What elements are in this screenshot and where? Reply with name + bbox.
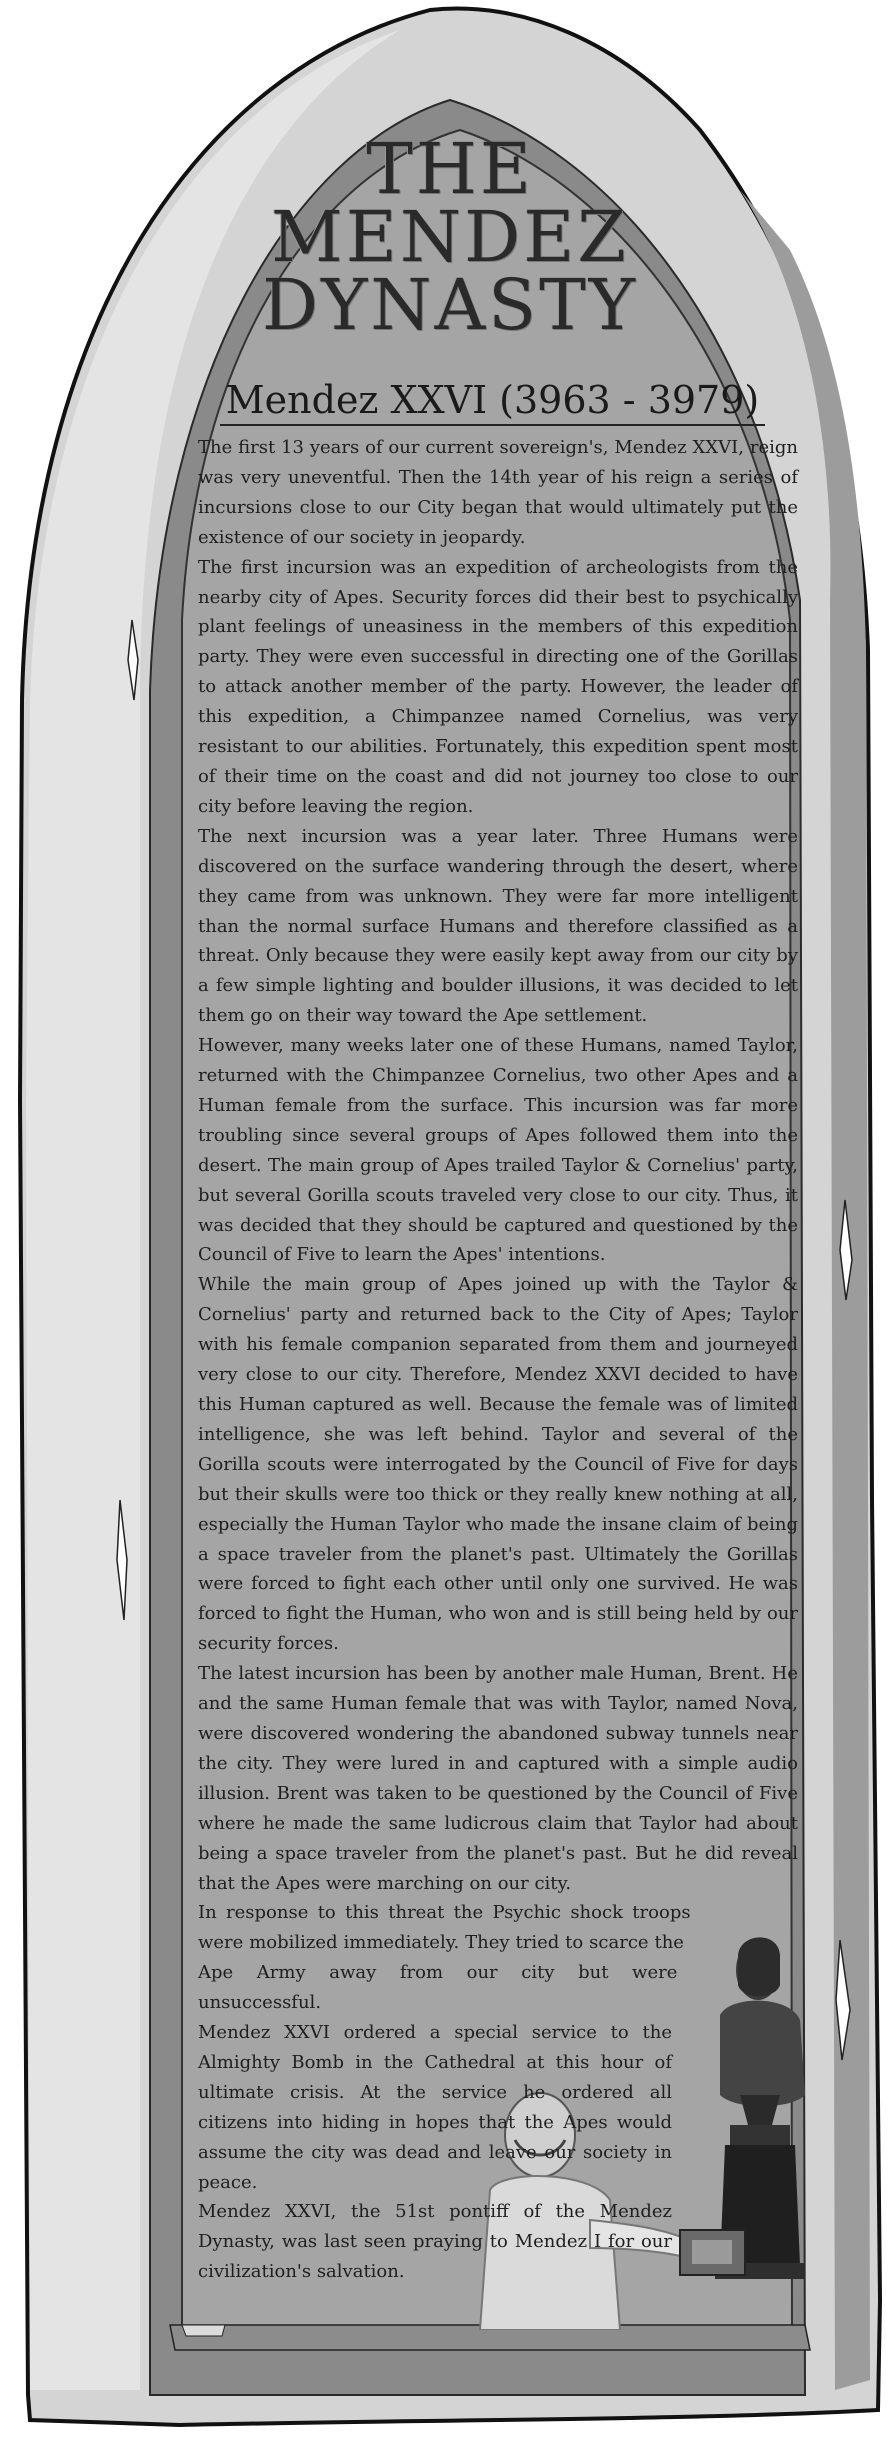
paragraph-9: Mendez XXVI, the 51st pontiff of the Mendez Dynasty, was last seen praying to Mendez I for our civilization's salvation. [198, 2201, 672, 2283]
paragraph-5: While the main group of Apes joined up with the Taylor & Cornelius' party and returned back to the City of Apes; Taylor with his female companion separated from them and journeyed very close to our city. Therefore, Mendez XXVI decided to have this Human captured as well. Because the female was of limited intelligence, she was left behind. Taylor and several of the Gorilla scouts were interrogated by the Council of Five for days but their skulls were too thick or they really knew nothing at all, especially the Human Taylor who made the insane claim of being a space traveler from the planet's past. Ultimately the Gorillas were forced to fight each other until only one survived. He was forced to fight the Human, who won and is still being held by our security forces. [198, 1274, 798, 1655]
title-line-2: MENDEZ [271, 196, 629, 278]
body-text [198, 433, 798, 2453]
paragraph-3: The next incursion was a year later. Three Humans were discovered on the surface wandering through the desert, where they came from was unknown. They were far more intelligent than the normal surface Humans and therefore classified as a threat. Only because they were easily kept away from our city by a few simple lighting and boulder illusions, it was decided to let them go on their way toward the Ape settlement. [198, 825, 798, 1027]
paragraph-2: The first incursion was an expedition of archeologists from the nearby city of Apes. Security forces did their best to psychically plant feelings of uneasiness in the members of this expedition party. They were even successful in directing one of the Gorillas to attack another member of the party. However, the leader of this expedition, a Chimpanzee named Cornelius, was very resistant to our abilities. Fortunately, this expedition spent most of their time on the coast and did not journey too close to our city before leaving the region. [198, 556, 798, 817]
robed-text-wrap [488, 2278, 798, 2453]
paragraph-6: The latest incursion has been by another male Human, Brent. He and the same Human female that was with Taylor, named Nova, were discovered wondering the abandoned subway tunnels near the city. They were lured in and captured with a simple audio illusion. Brent was taken to be questioned by the Council of Five where he made the same ludicrous claim that Taylor had about being a space traveler from the planet's past. But he did reveal that the Apes were marching on our city. [198, 1663, 798, 1894]
subtitle-text: Mendez XXVI (3963 - 3979) [220, 378, 765, 426]
paragraph-1: The first 13 years of our current sovereign's, Mendez XXVI, reign was very uneventful. Then the 14th year of his reign a series of incursions close to our City began that would ultimately put the existence of our society in jeopardy. [198, 437, 798, 548]
title-line-1: THE [366, 128, 534, 210]
title-line-3: DYNASTY [262, 264, 638, 346]
page-subtitle [190, 378, 795, 422]
bust-text-wrap [672, 1898, 798, 2278]
page-title [200, 128, 700, 346]
paragraph-4: However, many weeks later one of these Humans, named Taylor, returned with the Chimpanzee Cornelius, two other Apes and a Human female from the surface. This incursion was far more troubling since several groups of Apes followed them into the desert. The main group of Apes trailed Taylor & Cornelius' party, but several Gorilla scouts traveled very close to our city. Thus, it was decided that they should be captured and questioned by the Council of Five to learn the Apes' intentions. [198, 1035, 798, 1266]
paragraph-8: Mendez XXVI ordered a special service to the Almighty Bomb in the Cathedral at this hour of ultimate crisis. At the service he ordered all citizens into hiding in hopes that the Apes would assume the city was dead and leave our society in peace. [198, 2022, 672, 2193]
paragraph-7: In response to this threat the Psychic shock troops were mobilized immediately. They tried to scarce the Ape Army away from our city but were unsuccessful. [198, 1902, 691, 2014]
